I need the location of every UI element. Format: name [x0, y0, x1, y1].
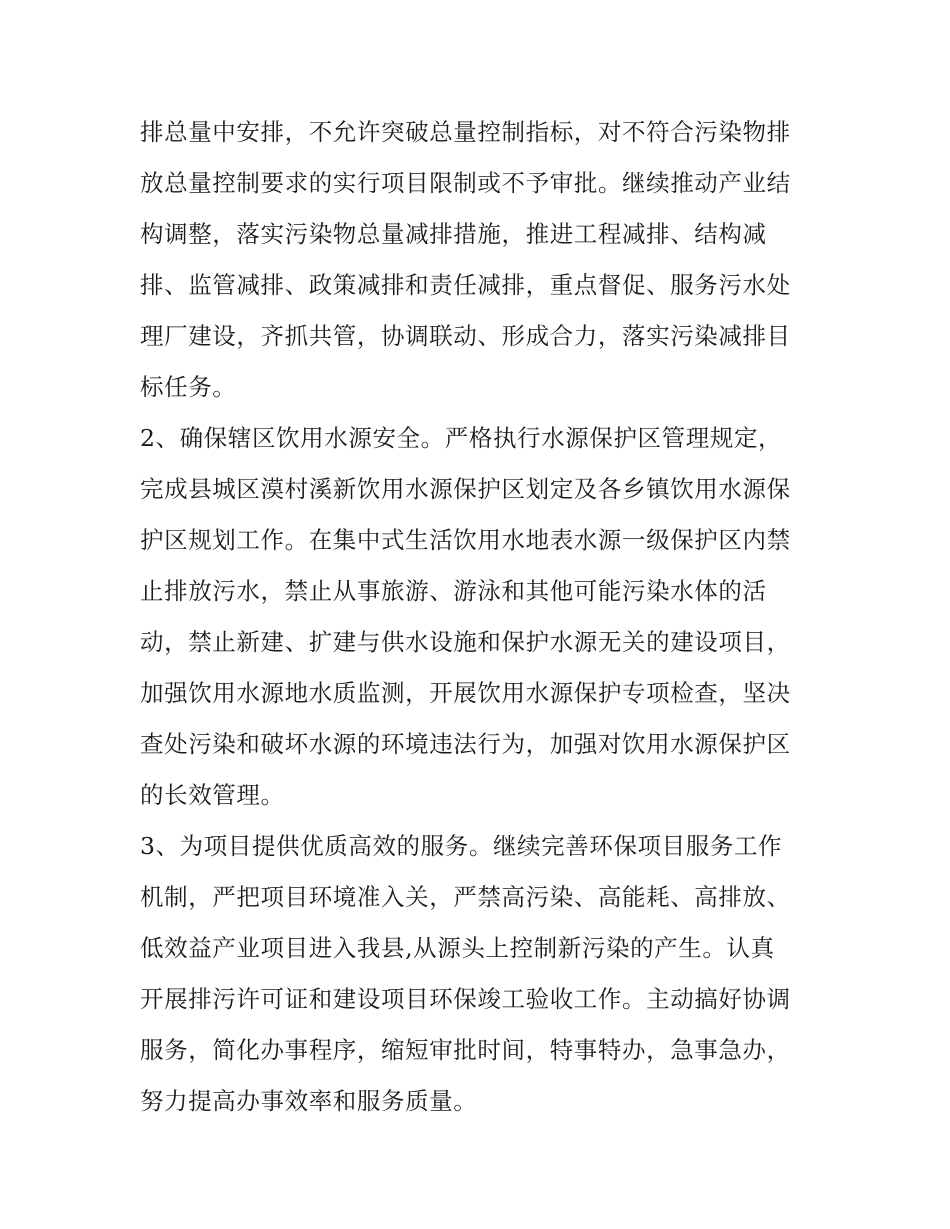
document-body: [140, 107, 820, 1127]
text-line: 查处污染和破坏水源的环境违法行为，加强对饮用水源保护区: [140, 730, 791, 758]
text-line: 护区规划工作。在集中式生活饮用水地表水源一级保护区内禁: [140, 526, 791, 554]
text-line: 服务，简化办事程序，缩短审批时间，特事特办，急事急办，: [140, 1036, 791, 1064]
text-line: 低效益产业项目进入我县,从源头上控制新污染的产生。认真: [140, 934, 775, 962]
text-line: 机制，严把项目环境准入关，严禁高污染、高能耗、高排放、: [140, 883, 791, 911]
text-line: 标任务。: [140, 373, 237, 401]
text-line: 放总量控制要求的实行项目限制或不予审批。继续推动产业结: [140, 169, 791, 197]
text-line: 动，禁止新建、扩建与供水设施和保护水源无关的建设项目，: [140, 628, 791, 656]
text-line: 构调整，落实污染物总量减排措施，推进工程减排、结构减: [140, 220, 767, 248]
text-line: 理厂建设，齐抓共管，协调联动、形成合力，落实污染减排目: [140, 322, 791, 350]
text-line: 完成县城区漠村溪新饮用水源保护区划定及各乡镇饮用水源保: [140, 475, 791, 503]
text-line: 3、为项目提供优质高效的服务。继续完善环保项目服务工作: [140, 832, 783, 860]
text-line: 排总量中安排，不允许突破总量控制指标，对不符合污染物排: [140, 118, 791, 146]
text-line: 排、监管减排、政策减排和责任减排，重点督促、服务污水处: [140, 271, 791, 299]
text-line: 努力提高办事效率和服务质量。: [140, 1087, 478, 1115]
text-line: 的长效管理。: [140, 781, 285, 809]
text-line: 止排放污水，禁止从事旅游、游泳和其他可能污染水体的活: [140, 577, 767, 605]
text-line: 开展排污许可证和建设项目环保竣工验收工作。主动搞好协调: [140, 985, 791, 1013]
text-line: 2、确保辖区饮用水源安全。严格执行水源保护区管理规定，: [140, 424, 783, 452]
text-line: 加强饮用水源地水质监测，开展饮用水源保护专项检查，坚决: [140, 679, 791, 707]
